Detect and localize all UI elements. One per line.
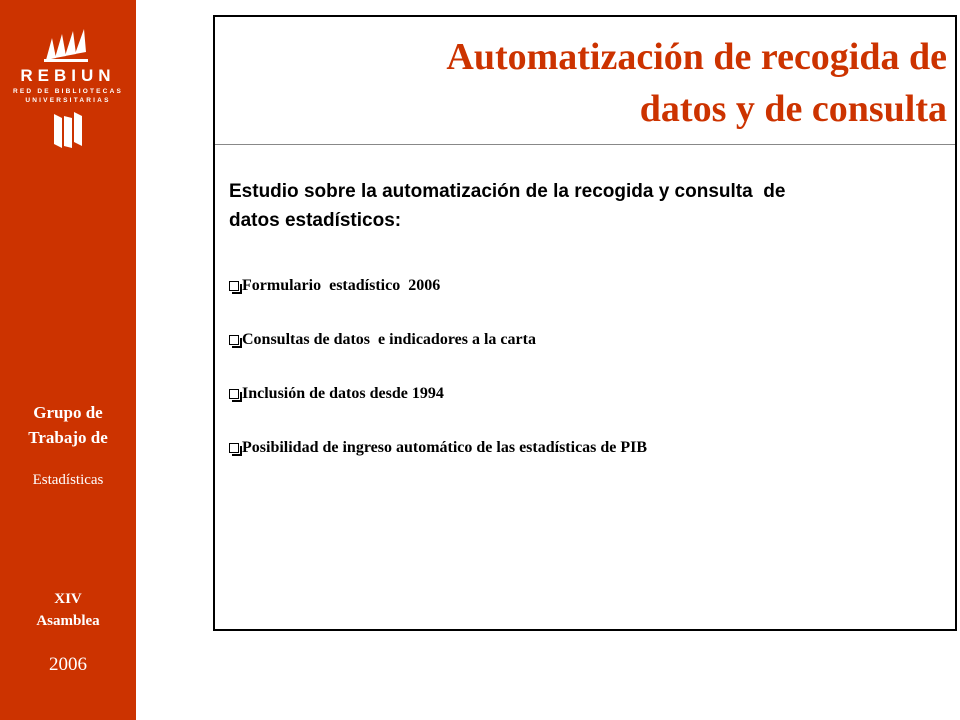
book-stack-icon <box>48 110 88 150</box>
checkbox-icon <box>229 335 239 345</box>
logo-subtitle-2: UNIVERSITARIAS <box>25 97 111 104</box>
intro-text <box>229 177 929 235</box>
rebiun-logo <box>10 28 126 158</box>
assembly-line-1: XIV <box>54 591 82 607</box>
list-item <box>229 437 949 491</box>
list-item-label: Consultas de datos e indicadores a la carta <box>242 331 536 348</box>
logo-subtitle-1: RED DE BIBLIOTECAS <box>12 88 124 95</box>
group-line-1: Grupo de <box>33 403 103 422</box>
bullet-list <box>229 275 949 491</box>
group-line-3: Estadísticas <box>32 472 104 488</box>
slide-frame <box>213 15 957 631</box>
logo-wordmark: REBIUN <box>20 66 116 85</box>
assembly-line-2: Asamblea <box>36 613 100 629</box>
sidebar <box>0 0 136 720</box>
list-item-label: Formulario estadístico 2006 <box>242 277 441 294</box>
group-title <box>0 400 136 450</box>
group-line-2: Trabajo de <box>28 428 108 447</box>
list-item <box>229 275 949 329</box>
title-line-1: Automatización de recogida de <box>446 36 947 78</box>
checkbox-icon <box>229 389 239 399</box>
assembly-title <box>0 588 136 632</box>
checkbox-icon <box>229 443 239 453</box>
checkbox-icon <box>229 281 239 291</box>
title-line-2: datos y de consulta <box>639 88 947 130</box>
list-item-label: Inclusión de datos desde 1994 <box>242 385 444 402</box>
intro-line-1: Estudio sobre la automatización de la recogida y consulta de <box>229 181 786 202</box>
book-pages-icon <box>42 28 92 62</box>
list-item <box>229 329 949 383</box>
title-area <box>215 17 955 145</box>
list-item <box>229 383 949 437</box>
intro-line-2: datos estadísticos: <box>229 210 402 231</box>
assembly-year: 2006 <box>49 654 87 675</box>
list-item-label: Posibilidad de ingreso automático de las estadísticas de PIB <box>242 439 648 456</box>
slide-title <box>227 31 947 135</box>
